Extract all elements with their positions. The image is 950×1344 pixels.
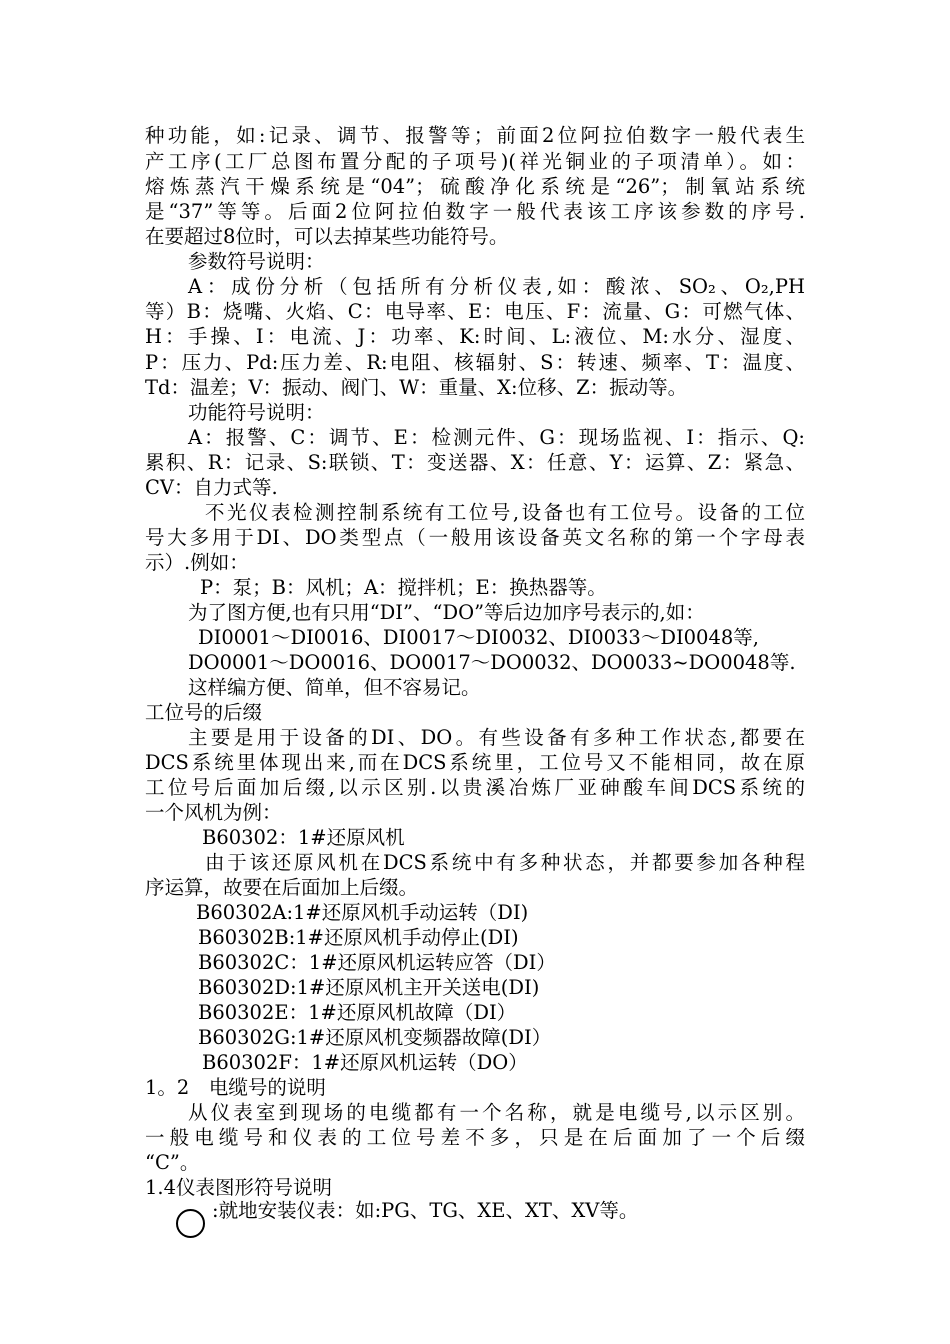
text-line: B60302G:1#还原风机变频器故障(DI） bbox=[198, 1026, 552, 1049]
text-line: A：成份分析（包括所有分析仪表,如：酸浓、SO₂、O₂,PH bbox=[188, 275, 805, 298]
section-heading: 1。2 电缆号的说明 bbox=[145, 1076, 326, 1099]
text-line: “C”。 bbox=[145, 1151, 200, 1174]
text-line: 为了图方便,也有只用“DI”、“DO”等后边加序号表示的,如： bbox=[188, 601, 705, 624]
section-label: 功能符号说明： bbox=[188, 401, 325, 424]
text-line: B60302A:1#还原风机手动运转（DI) bbox=[196, 901, 529, 924]
text-line: P：泵；B：风机；A：搅拌机；E：换热器等。 bbox=[200, 576, 607, 599]
text-line: B60302B:1#还原风机手动停止(DI) bbox=[198, 926, 519, 949]
text-line: 序运算，故要在后面加上后缀。 bbox=[145, 876, 419, 899]
text-line: 是“37”等等。后面2位阿拉伯数字一般代表该工序该参数的序号. bbox=[145, 200, 805, 223]
text-line: A：报警、C：调节、E：检测元件、G：现场监视、I：指示、Q: bbox=[188, 426, 805, 449]
text-line: P：压力、Pd:压力差、R:电阻、核辐射、S：转速、频率、T：温度、 bbox=[145, 351, 805, 374]
text-line: 这样编方便、简单，但不容易记。 bbox=[188, 676, 481, 699]
text-line: B60302E：1#还原风机故障（DI） bbox=[198, 1001, 517, 1024]
section-heading: 1.4仪表图形符号说明 bbox=[145, 1176, 333, 1199]
text-line: 累积、R：记录、S:联锁、T：变送器、X：任意、Y：运算、Z：紧急、 bbox=[145, 451, 805, 474]
text-line: B60302：1#还原风机 bbox=[202, 826, 405, 849]
text-line: CV：自力式等. bbox=[145, 476, 278, 499]
text-line: 产工序(工厂总图布置分配的子项号)(祥光铜业的子项清单）。如： bbox=[145, 150, 805, 173]
text-line: 不光仪表检测控制系统有工位号,设备也有工位号。设备的工位 bbox=[205, 501, 805, 524]
section-heading: 工位号的后缀 bbox=[145, 701, 263, 724]
text-line: 在要超过8位时，可以去掉某些功能符号。 bbox=[145, 225, 509, 248]
text-line: 示）.例如： bbox=[145, 551, 249, 574]
section-label: 参数符号说明： bbox=[188, 250, 325, 273]
text-line: :就地安装仪表：如:PG、TG、XE、XT、XV等。 bbox=[212, 1199, 639, 1222]
text-line: 号大多用于DI、DO类型点（一般用该设备英文名称的第一个字母表 bbox=[145, 526, 805, 549]
text-line: 种功能，如:记录、调节、报警等；前面2位阿拉伯数字一般代表生 bbox=[145, 124, 805, 147]
text-line: DO0001～DO0016、DO0017～DO0032、DO0033~DO0048等. bbox=[188, 651, 796, 674]
text-line: 主要是用于设备的DI、DO。有些设备有多种工作状态,都要在 bbox=[188, 726, 805, 749]
text-line: 熔炼蒸汽干燥系统是“04”；硫酸净化系统是“26”；制氧站系统 bbox=[145, 175, 805, 198]
text-line: 等）B：烧嘴、火焰、C：电导率、E：电压、F：流量、G：可燃气体、 bbox=[145, 300, 805, 323]
text-line: DI0001～DI0016、DI0017～DI0032、DI0033～DI0048等, bbox=[198, 626, 759, 649]
text-line: 一个风机为例： bbox=[145, 801, 282, 824]
text-line: 由于该还原风机在DCS系统中有多种状态，并都要参加各种程 bbox=[205, 851, 805, 874]
text-line: B60302C：1#还原风机运转应答（DI） bbox=[198, 951, 556, 974]
text-line: Td：温差；V：振动、阀门、W：重量、X:位移、Z：振动等。 bbox=[145, 376, 688, 399]
text-line: 从仪表室到现场的电缆都有一个名称，就是电缆号,以示区别。 bbox=[188, 1101, 805, 1124]
text-line: B60302D:1#还原风机主开关送电(DI) bbox=[198, 976, 540, 999]
text-line: B60302F：1#还原风机运转（DO） bbox=[202, 1051, 528, 1074]
text-line: 一般电缆号和仪表的工位号差不多，只是在后面加了一个后缀 bbox=[145, 1126, 805, 1149]
text-line: 工位号后面加后缀,以示区别.以贵溪冶炼厂亚砷酸车间DCS系统的 bbox=[145, 776, 805, 799]
circle-symbol-icon bbox=[176, 1209, 205, 1238]
text-line: DCS系统里体现出来,而在DCS系统里，工位号又不能相同，故在原 bbox=[145, 751, 805, 774]
text-line: H：手操、I：电流、J：功率、K:时间、L:液位、M:水分、湿度、 bbox=[145, 325, 805, 348]
